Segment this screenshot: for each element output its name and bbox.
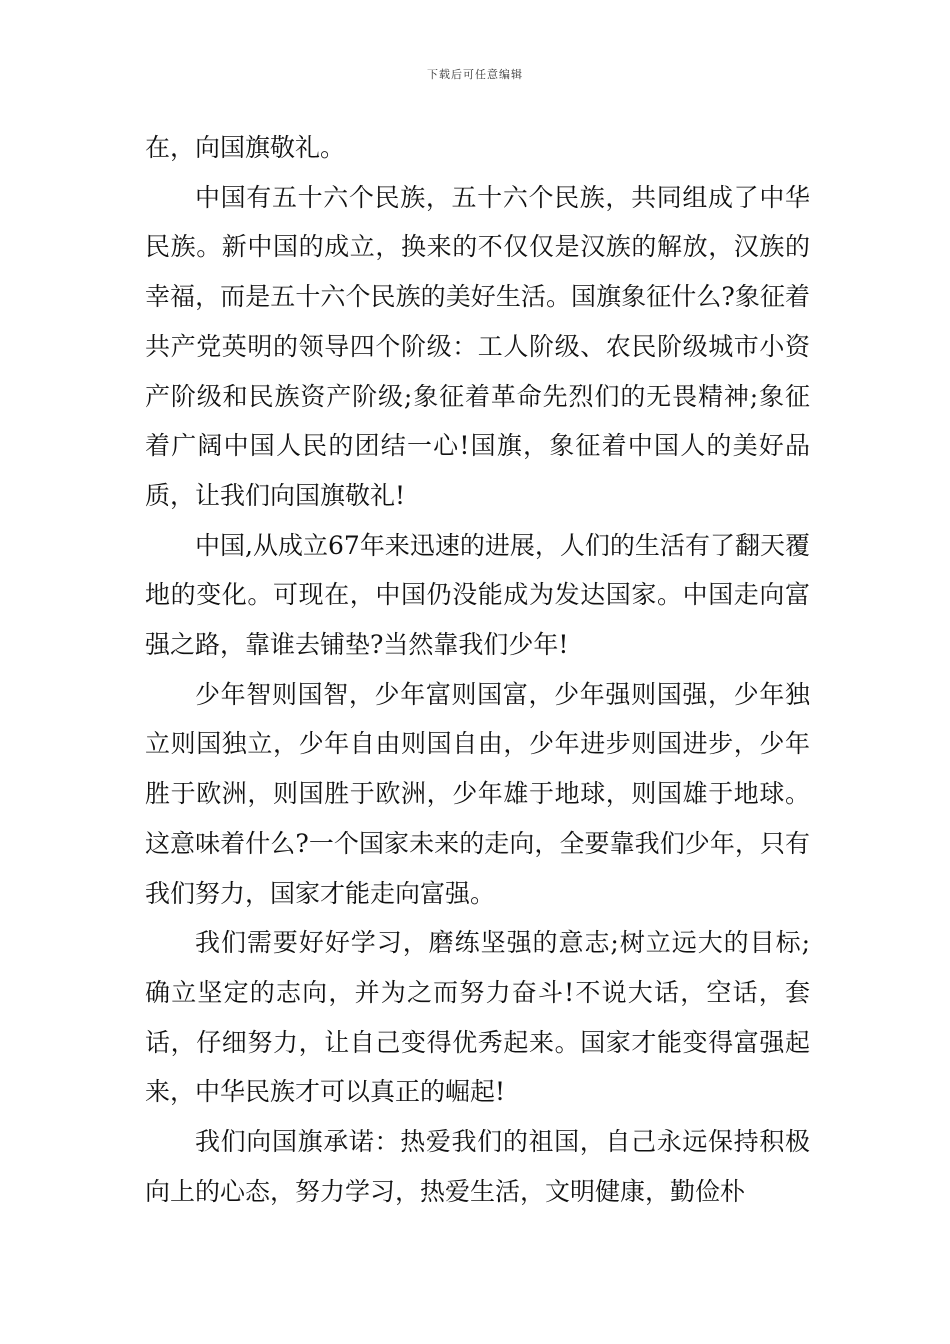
page-header: 下载后可任意编辑 [427, 68, 523, 81]
paragraph: 中国,从成立67年来迅速的进展，人们的生活有了翻天覆地的变化。可现在，中国仍没能成为发达国家。中国走向富强之路，靠谁去铺垫?当然靠我们少年! [145, 530, 810, 660]
paragraph: 我们向国旗承诺：热爱我们的祖国，自己永远保持积极向上的心态，努力学习，热爱生活，文明健康，勤俭朴 [145, 1127, 810, 1206]
paragraph: 中国有五十六个民族，五十六个民族，共同组成了中华民族。新中国的成立，换来的不仅仅是汉族的解放，汉族的幸福，而是五十六个民族的美好生活。国旗象征什么?象征着共产党英明的领导四个阶级：工人阶级、农民阶级城市小资产阶级和民族资产阶级;象征着革命先烈们的无畏精神;象征着广阔中国人民的团结一心!国旗，象征着中国人的美好品质，让我们向国旗敬礼! [145, 182, 810, 510]
document-body [145, 123, 810, 1216]
paragraph: 少年智则国智，少年富则国富，少年强则国强，少年独立则国独立，少年自由则国自由，少年进步则国进步，少年胜于欧洲，则国胜于欧洲，少年雄于地球，则国雄于地球。这意味着什么?一个国家未来的走向，全要靠我们少年，只有我们努力，国家才能走向富强。 [145, 679, 810, 908]
paragraph: 我们需要好好学习，磨练坚强的意志;树立远大的目标;确立坚定的志向，并为之而努力奋斗!不说大话，空话，套话，仔细努力，让自己变得优秀起来。国家才能变得富强起来，中华民族才可以真正的崛起! [145, 928, 810, 1107]
paragraph: 在，向国旗敬礼。 [145, 133, 346, 162]
